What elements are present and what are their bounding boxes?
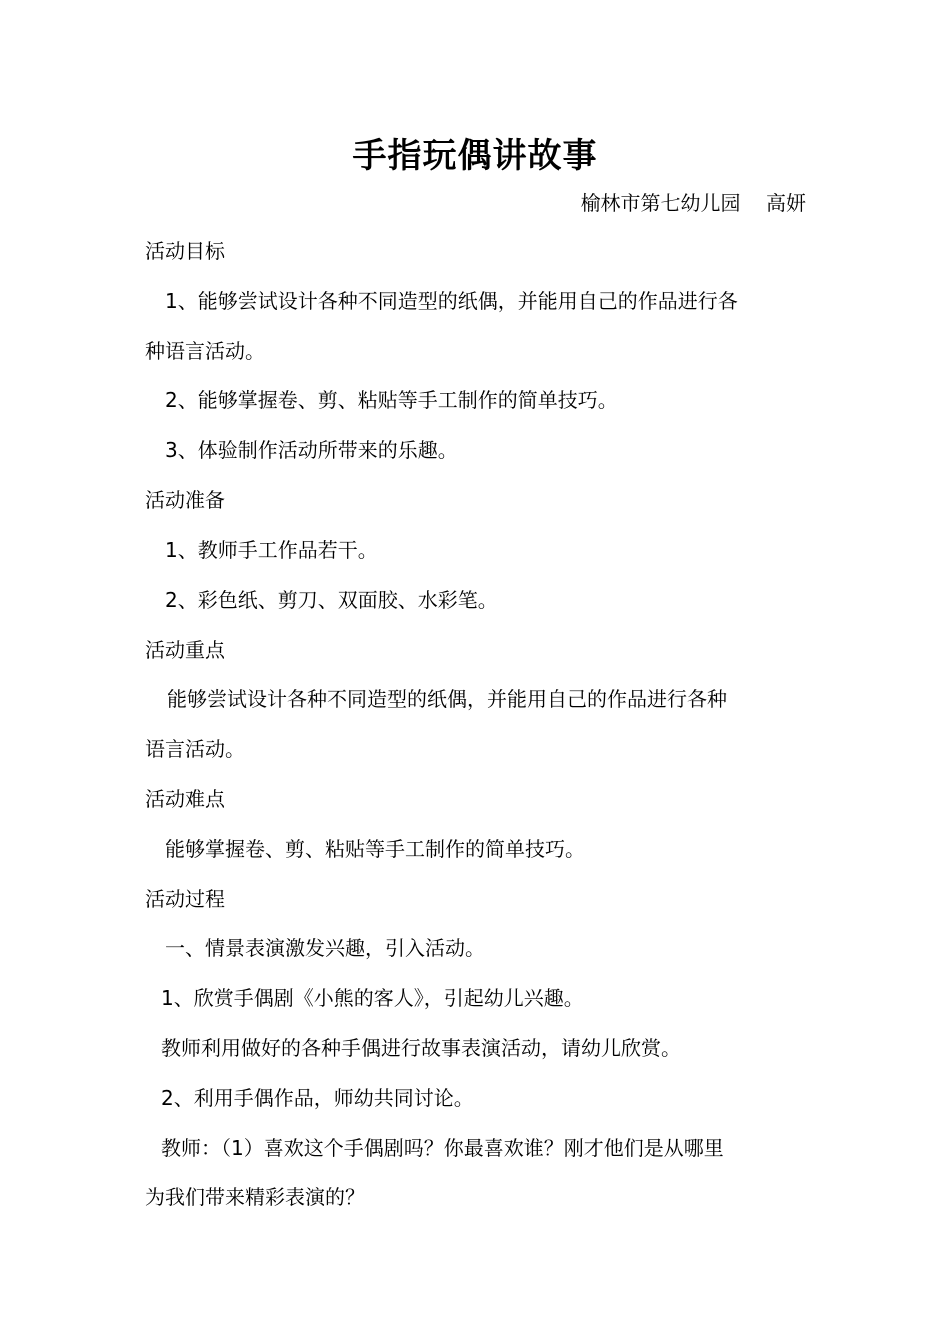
paragraph-line: 2、能够掌握卷、剪、粘贴等手工制作的简单技巧。 (165, 388, 618, 412)
paragraph-line: 3、体验制作活动所带来的乐趣。 (165, 438, 458, 462)
author-line: 榆林市第七幼儿园 高妍 (580, 191, 806, 215)
paragraph-line: 1、能够尝试设计各种不同造型的纸偶，并能用自己的作品进行各 (165, 289, 738, 313)
paragraph-line: 一、情景表演激发兴趣，引入活动。 (165, 936, 485, 960)
section-heading-process: 活动过程 (145, 887, 225, 911)
paragraph-line: 语言活动。 (145, 737, 245, 761)
section-heading-goals: 活动目标 (145, 239, 225, 263)
paragraph-line: 1、欣赏手偶剧《小熊的客人》，引起幼儿兴趣。 (161, 986, 584, 1010)
paragraph-line: 为我们带来精彩表演的？ (145, 1185, 365, 1209)
paragraph-line: 种语言活动。 (145, 339, 265, 363)
paragraph-line: 教师利用做好的各种手偶进行故事表演活动，请幼儿欣赏。 (161, 1036, 681, 1060)
paragraph-line: 能够掌握卷、剪、粘贴等手工制作的简单技巧。 (165, 837, 585, 861)
paragraph-line: 2、彩色纸、剪刀、双面胶、水彩笔。 (165, 588, 498, 612)
paragraph-line: 教师：（1）喜欢这个手偶剧吗？你最喜欢谁？刚才他们是从哪里 (161, 1136, 724, 1160)
paragraph-line: 2、利用手偶作品，师幼共同讨论。 (161, 1086, 474, 1110)
section-heading-difficulties: 活动难点 (145, 787, 225, 811)
section-heading-key-points: 活动重点 (145, 638, 225, 662)
paragraph-line: 能够尝试设计各种不同造型的纸偶，并能用自己的作品进行各种 (167, 687, 727, 711)
section-heading-preparation: 活动准备 (145, 488, 225, 512)
document-title: 手指玩偶讲故事 (352, 136, 598, 176)
paragraph-line: 1、教师手工作品若干。 (165, 538, 378, 562)
